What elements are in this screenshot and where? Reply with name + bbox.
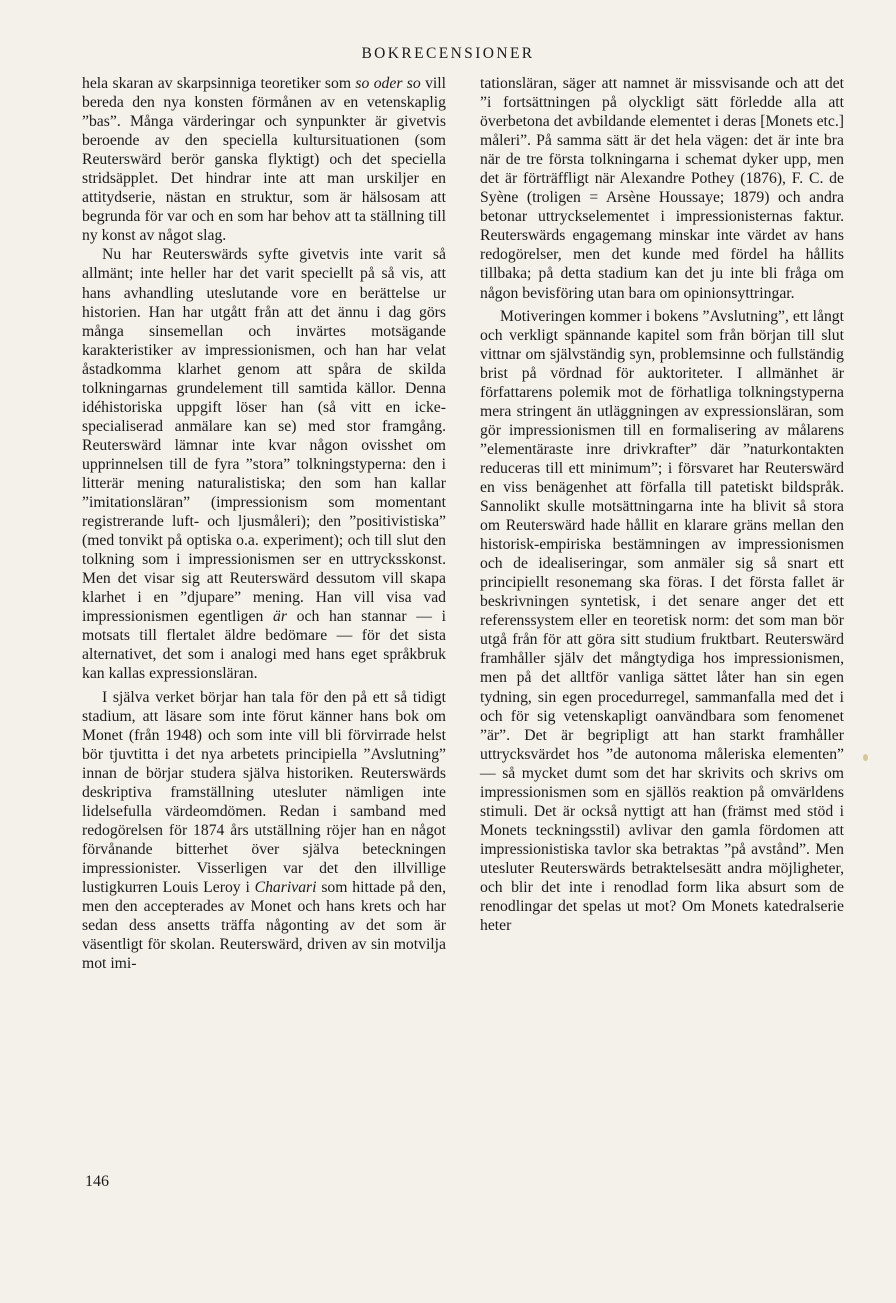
paragraph: tationsläran, säger att namnet är missvisande och att det ”i fortsättningen på olyckligt sätt förledde alla att överbetona det avbildande elementet i deras [Monets etc.] måleri”. På samma sätt är det hela vägen: det är inte bra när de tre första tolkningarna i schemat dyker upp, men det är förträffligt när Alexandre Pothey (1876), F. C. de Syène (troligen = Arsène Houssaye; 1879) och andra betonar uttryckselementet i impressionisternas faktur. Reuterswärds engagemang minskar inte värdet av hans redogörelser, men det kunde med fördel ha hållits tillbaka; på detta stadium kan det ju inte bli fråga om någon bevisföring utan bara om opinionsyttringar. xyxy=(480,75,844,302)
paragraph: Nu har Reuterswärds syfte givetvis inte varit så allmänt; inte heller har det varit speciellt på så vis, att hans avhandling uteslutande vore en berättelse ur historien. Han har utgått från att det ännu i dag görs många sinsemellan och invärtes motsägande karakteristiker av impressionismen, och han har velat åstadkomma klarhet genom att spåra de skilda tolkningarnas grundelement till samtida källor. Denna idéhistoriska uppgift löser han (så vitt en icke-specialiserad anmälare kan se) med stor framgång. Reuterswärd lämnar inte kvar någon ovisshet om upprinnelsen till de fyra ”stora” tolkningstyperna: den i litterär mening naturalistiska; den som han kallar ”imitationsläran” (impressionism som momentant registrerande luft- och ljusmåleri); den ”positivistiska” (med tonvikt på optiska o.a. experiment); och till slut den tolkning som i impressionismen ser en uttrycksskonst. Men det visar sig att Reuterswärd dessutom vill skapa klarhet i en ”djupare” mening. Han vill visa vad impressionismen egentligen är och han stannar — i motsats till flertalet äldre bedömare — för det sista alternativet, det som i analogi med hans eget språkbruk kan kallas expressionsläran. xyxy=(82,246,446,683)
paragraph: Motiveringen kommer i bokens ”Avslutning”, ett långt och verkligt spännande kapitel som från början till slut vittnar om självständig syn, problemsinne och fullständig brist på vördnad för auktoriteter. I allmänhet är författarens polemik mot de förhatliga tolkningstyperna mera stringent än utläggningen av expressionsläran, som gör impressionismen till en formalisering av målarens ”elementäraste inre drivkrafter” där ”naturkontakten reduceras till ett minimum”; i försvaret har Reuterswärd en viss benägenhet att förfalla till patetiskt bildspråk. Sannolikt skulle motsättningarna inte ha blivit så stora om Reuterswärd hade hållit en klarare gräns mellan den historisk-empiriska bestämningen av impressionismen och de idealiseringar, som anmäler sig så snart ett principiellt resonemang ska föras. I det första fallet är beskrivningen syntetisk, i det senare anger det ett referenssystem eller en teoretisk norm: det som man bör utgå från för att göra sitt studium fruktbart. Reuterswärd framhåller själv det mångtydiga hos impressionismen, men på det alltför vanliga sättet låter han sin egen tydning, sin egen procedurregel, sammanfalla med det i och för sig vetenskapligt oanvändbara som fenomenet ”är”. Det är begripligt att han starkt framhåller uttrycksvärdet hos ”de autonoma måleriska elementen” — så mycket dumt som det har skrivits och skrivs om impressionismen som en själlös reaktion på omvärldens stimuli. Det är också nyttigt att han (främst med stöd i Monets teckningsstil) avlivar den gamla fördomen att impressionistiska tavlor ska betraktas ”på avstånd”. Men utesluter Reuterswärds betraktelsesätt andra möjligheter, och blir det inte i renodlad form lika absurt som de renodlingar det spelas ut mot? Om Monets katedralserie heter xyxy=(480,307,844,935)
page-number: 146 xyxy=(85,1173,109,1190)
paper-speck xyxy=(863,754,868,761)
right-column xyxy=(480,74,844,935)
emphasis: so oder so xyxy=(355,75,421,92)
paragraph: I själva verket börjar han tala för den på ett så tidigt stadium, att läsare som inte förut känner hans bok om Monet (från 1948) och som inte vill bli förvirrade helst bör tjuvtitta i det nya arbetets principiella ”Avslutning” innan de börjar studera själva historiken. Reuterswärds deskriptiva framställning utesluter nämligen inte lidelsefulla värdeomdömen. Redan i samband med redogörelsen för 1874 års utställning röjer han en något förvånande bitterhet över själva beteckningen impressionister. Visserligen var det den illvillige lustigkurren Louis Leroy i Charivari som hittade på den, men den accepterades av Monet och hans krets och har sedan dess ansetts träffa någonting av det som är väsentligt för skolan. Reuterswärd, driven av sin motvilja mot imi- xyxy=(82,688,446,973)
emphasis: är xyxy=(273,608,287,626)
running-header: BOKRECENSIONER xyxy=(361,45,535,62)
emphasis: Charivari xyxy=(254,878,317,896)
left-column xyxy=(82,74,446,973)
paragraph: hela skaran av skarpsinniga teoretiker som so oder so vill bereda den nya konsten förmånen av en vetenskaplig ”bas”. Många värderingar och synpunkter är givetvis beroende av den speciella kultursituationen (som Reuterswärd berör ganska flyktigt) och det speciella stridsäpplet. Det hindrar inte att man urskiljer en attitydserie, nästan en struktur, som är hälsosam att begrunda för var och en som har behov att ta ställning till ny konst av något slag. xyxy=(82,75,447,245)
